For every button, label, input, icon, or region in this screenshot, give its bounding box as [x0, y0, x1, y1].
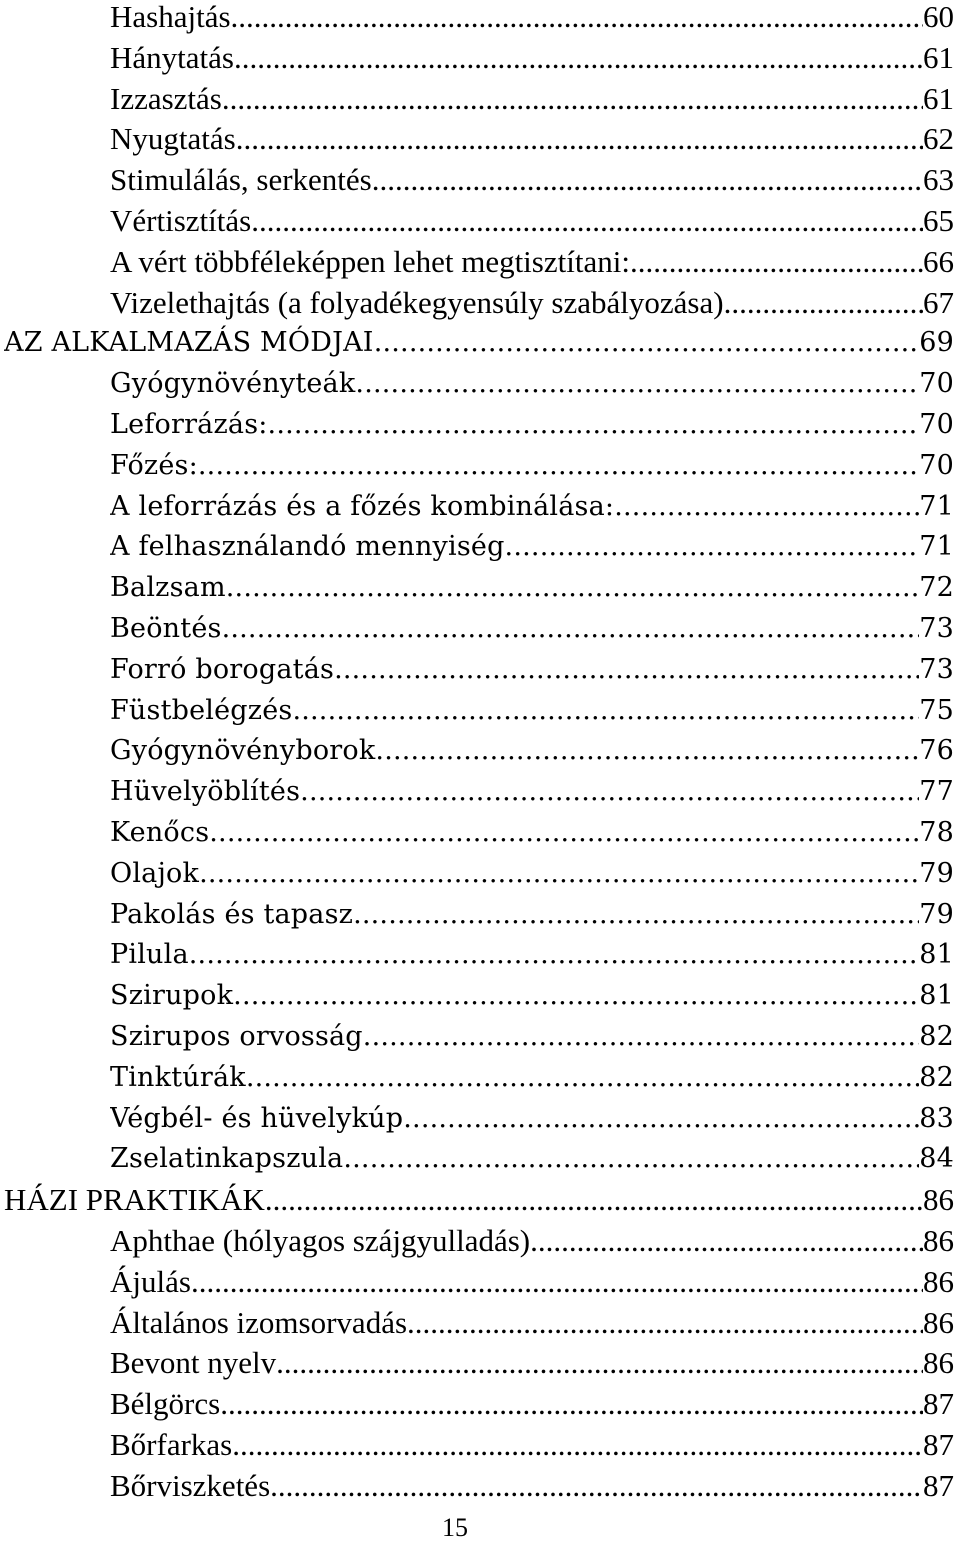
toc-entry-page: 82 — [919, 1061, 954, 1093]
toc-entry[interactable] — [110, 772, 954, 812]
toc-entry-page: 65 — [923, 203, 954, 238]
toc-entry-page: 87 — [923, 1427, 954, 1462]
toc-entry-title: Forró borogatás — [110, 653, 335, 685]
page-number: 15 — [442, 1513, 468, 1542]
dot-leader — [222, 609, 920, 649]
toc-entry-title: A felhasználandó mennyiség. — [110, 531, 514, 563]
toc-entry[interactable] — [110, 527, 954, 567]
toc-entry-title: Hüvelyöblítés — [110, 776, 301, 808]
toc-entry-page: 81 — [919, 980, 954, 1012]
toc-entry[interactable] — [110, 405, 954, 445]
dot-leader — [246, 1058, 919, 1098]
toc-entry-title: Szirupok — [110, 980, 234, 1012]
toc-entry-page: 73 — [919, 613, 954, 644]
toc-entry-page: 82 — [919, 1021, 954, 1052]
dot-leader — [226, 568, 919, 608]
toc-entry-title: AZ ALKALMAZÁS MÓDJAI — [4, 327, 374, 359]
toc-entry-page: 84 — [919, 1143, 954, 1175]
toc-entry-page: 86 — [923, 1304, 954, 1340]
toc-entry[interactable] — [110, 1466, 954, 1506]
toc-entry-title: Vértisztítás — [110, 203, 252, 238]
dot-leader — [232, 1425, 923, 1465]
dot-leader — [334, 650, 919, 690]
dot-leader — [355, 364, 919, 404]
toc-entry[interactable] — [110, 731, 954, 771]
toc-entry-page: 63 — [923, 162, 954, 198]
toc-entry[interactable] — [110, 609, 954, 649]
toc-entry-page: 87 — [923, 1386, 954, 1422]
toc-entry[interactable] — [110, 935, 954, 975]
toc-entry-title: Stimulálás, serkentés — [110, 162, 372, 198]
toc-entry-page: 76 — [919, 735, 954, 767]
toc-entry-title: Zselatinkapszula — [110, 1143, 344, 1175]
toc-entry-page: 79 — [919, 898, 954, 930]
toc-entry-title: Tinktúrák — [110, 1061, 246, 1093]
dot-leader — [276, 1343, 923, 1383]
dot-leader — [231, 0, 923, 37]
dot-leader — [372, 160, 923, 200]
dot-leader — [353, 895, 919, 935]
dot-leader — [513, 527, 919, 567]
toc-entry-title: Pilula — [110, 939, 189, 971]
dot-leader — [407, 1303, 923, 1343]
toc-entry-title: HÁZI PRAKTIKÁK — [4, 1182, 265, 1218]
toc-entry[interactable] — [110, 691, 954, 731]
toc-entry-page: 77 — [919, 776, 954, 808]
dot-leader — [265, 1180, 923, 1220]
toc-entry[interactable] — [110, 1058, 954, 1098]
toc-entry[interactable] — [110, 895, 954, 935]
toc-entry[interactable] — [110, 650, 954, 690]
toc-entry-title: Nyugtatás — [110, 121, 236, 157]
toc-entry-title: A vért többféleképpen lehet megtisztítani: — [110, 243, 630, 279]
toc-entry[interactable] — [110, 119, 954, 159]
toc-entry-title: Bőrviszketés — [110, 1467, 271, 1503]
toc-entry-page: 86 — [923, 1223, 954, 1258]
dot-leader — [724, 283, 923, 323]
toc-entry-title: Bőrfarkas — [110, 1427, 233, 1462]
toc-entry-page: 71 — [919, 531, 954, 563]
dot-leader — [363, 1017, 919, 1057]
toc-entry-page: 86 — [923, 1345, 954, 1381]
toc-entry-title: Füstbelégzés — [110, 694, 293, 726]
dot-leader — [198, 446, 919, 486]
toc-entry-title: Ájulás — [110, 1263, 191, 1299]
toc-entry-page: 81 — [919, 939, 954, 971]
toc-entry-page: 70 — [919, 449, 954, 481]
toc-entry[interactable] — [110, 1425, 954, 1465]
toc-entry-title: Szirupos orvosság — [110, 1021, 363, 1052]
toc-entry-title: Bélgörcs — [110, 1386, 221, 1422]
toc-entry-page: 61 — [923, 39, 954, 75]
toc-entry-page: 67 — [923, 284, 954, 320]
toc-entry-title: Hashajtás — [110, 0, 231, 34]
toc-entry[interactable] — [110, 813, 954, 853]
toc-entry-page: 66 — [923, 243, 954, 279]
toc-entry[interactable] — [110, 0, 954, 37]
toc-entry-page: 72 — [919, 572, 954, 604]
toc-entry-title: Aphthae (hólyagos szájgyulladás) — [110, 1223, 531, 1258]
toc-entry-page: 60 — [923, 0, 954, 34]
toc-entry-page: 71 — [919, 490, 954, 522]
toc-entry[interactable] — [110, 1343, 954, 1383]
toc-entry-page: 70 — [919, 409, 954, 440]
toc-entry-page: 86 — [923, 1263, 954, 1299]
toc-entry[interactable] — [110, 487, 954, 527]
toc-entry[interactable] — [110, 364, 954, 404]
toc-entry[interactable] — [110, 1017, 954, 1057]
dot-leader — [234, 38, 923, 78]
toc-entry-page: 87 — [923, 1467, 954, 1503]
toc-entry[interactable] — [110, 976, 954, 1016]
toc-entry[interactable] — [4, 323, 954, 363]
toc-entry-title: Olajok — [110, 857, 200, 889]
dot-leader — [209, 813, 919, 853]
toc-entry-title: Gyógynövényteák — [110, 368, 356, 400]
toc-entry-page: 70 — [919, 368, 954, 400]
toc-entry-title: A leforrázás és a főzés kombinálása: — [110, 490, 615, 522]
dot-leader — [614, 487, 919, 527]
toc-entry[interactable] — [110, 38, 954, 78]
toc-entry-page: 62 — [923, 121, 954, 157]
toc-entry-title: Végbél- és hüvelykúp — [110, 1102, 404, 1134]
toc-entry-title: Főzés: — [110, 449, 198, 481]
dot-leader — [292, 691, 919, 731]
dot-leader — [374, 323, 920, 363]
dot-leader — [530, 1221, 923, 1261]
dot-leader — [199, 854, 919, 894]
toc-entry-title: Pakolás és tapasz — [110, 898, 354, 930]
toc-entry[interactable] — [110, 201, 954, 241]
dot-leader — [268, 405, 920, 445]
toc-entry[interactable] — [110, 1303, 954, 1343]
toc-entry-page: 78 — [919, 817, 954, 848]
toc-entry-title: Bevont nyelv — [110, 1345, 277, 1381]
toc-entry[interactable] — [110, 446, 954, 486]
toc-entry[interactable] — [110, 854, 954, 894]
toc-entry[interactable] — [110, 283, 954, 323]
toc-entry-page: 75 — [919, 694, 954, 726]
toc-entry-page: 86 — [923, 1182, 954, 1218]
dot-leader — [189, 935, 919, 975]
toc-entry[interactable] — [110, 242, 954, 282]
toc-entry-page: 83 — [919, 1102, 954, 1134]
toc-entry-title: Kenőcs — [110, 817, 210, 848]
dot-leader — [233, 976, 919, 1016]
toc-entry-title: Leforrázás: — [110, 409, 268, 440]
toc-entry-title: Balzsam — [110, 572, 226, 604]
dot-leader — [251, 201, 923, 241]
toc-entry[interactable] — [110, 79, 954, 119]
toc-entry[interactable] — [110, 1384, 954, 1424]
toc-entry[interactable] — [110, 1099, 954, 1139]
dot-leader — [300, 772, 919, 812]
toc-entry[interactable] — [110, 160, 954, 200]
toc-entry[interactable] — [110, 1262, 954, 1302]
dot-leader — [191, 1262, 923, 1302]
dot-leader — [630, 242, 923, 282]
dot-leader — [375, 731, 919, 771]
toc-entry-title: Beöntés — [110, 613, 222, 644]
toc-entry-title: Gyógynövényborok — [110, 735, 376, 767]
dot-leader — [222, 79, 923, 119]
toc-entry[interactable] — [110, 1221, 954, 1261]
toc-entry-page: 73 — [919, 653, 954, 685]
dot-leader — [403, 1099, 919, 1139]
toc-entry[interactable] — [4, 1180, 954, 1220]
dot-leader — [270, 1466, 923, 1506]
dot-leader — [343, 1139, 919, 1179]
toc-entry[interactable] — [110, 568, 954, 608]
toc-entry-title: Hánytatás — [110, 39, 234, 75]
dot-leader — [236, 119, 923, 159]
toc-entry-page: 69 — [919, 327, 954, 359]
toc-entry-title: Vizelethajtás (a folyadékegyensúly szabályozása) — [110, 284, 724, 320]
toc-entry-page: 61 — [923, 80, 954, 116]
dot-leader — [220, 1384, 923, 1424]
toc-entry-title: Izzasztás — [110, 80, 222, 116]
toc-entry[interactable] — [110, 1139, 954, 1179]
toc-entry-page: 79 — [919, 857, 954, 889]
toc-entry-title: Általános izomsorvadás — [110, 1304, 408, 1340]
